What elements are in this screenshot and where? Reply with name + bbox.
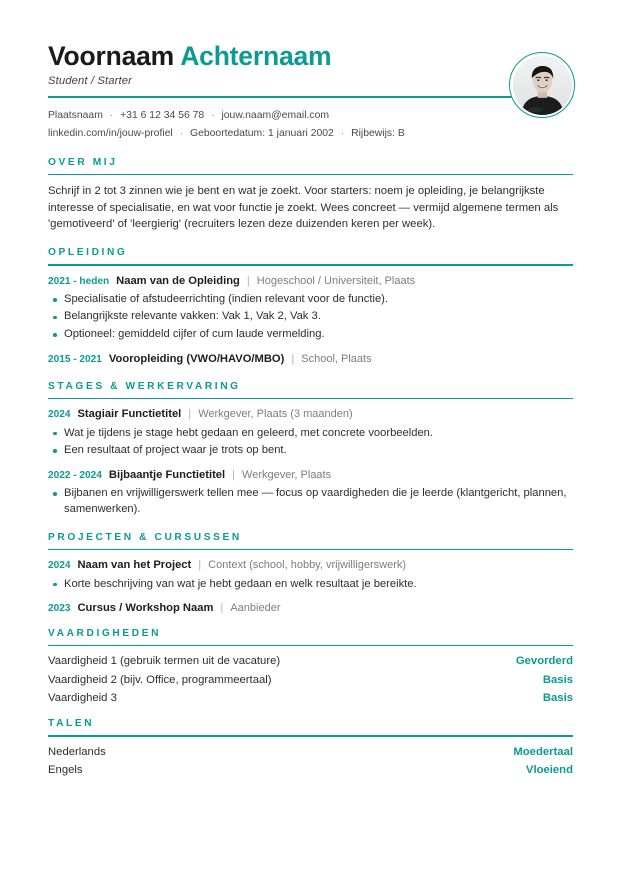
table-row bbox=[48, 689, 573, 707]
section-divider bbox=[48, 264, 573, 266]
cv-entry-date: 2015 - 2021 bbox=[48, 353, 102, 365]
contact-block bbox=[48, 107, 573, 143]
section-divider bbox=[48, 645, 573, 647]
cv-entry-meta: Werkgever, Plaats bbox=[242, 468, 332, 481]
contact-row-1 bbox=[48, 107, 573, 125]
first-name: Voornaam bbox=[48, 41, 175, 71]
cv-entry-head bbox=[48, 352, 573, 367]
separator-dot: · bbox=[211, 109, 215, 121]
section-title-education: OPLEIDING bbox=[48, 247, 128, 259]
skills-rows bbox=[48, 652, 573, 707]
section-languages bbox=[48, 718, 573, 779]
table-row bbox=[48, 761, 573, 779]
cv-entry-date: 2022 - 2024 bbox=[48, 469, 102, 481]
contact-birthdate: Geboortedatum: 1 januari 2002 bbox=[190, 127, 334, 139]
section-divider bbox=[48, 398, 573, 400]
contact-license: Rijbewijs: B bbox=[351, 127, 405, 139]
languages-rows bbox=[48, 743, 573, 780]
cv-entry-meta: School, Plaats bbox=[301, 352, 372, 365]
section-title-experience: STAGES & WERKERVARING bbox=[48, 380, 241, 392]
row-value: Vloeiend bbox=[525, 764, 573, 777]
cv-entry-separator: | bbox=[198, 559, 202, 572]
cv-entry bbox=[48, 274, 573, 343]
cv-entry bbox=[48, 407, 573, 458]
section-divider bbox=[48, 735, 573, 737]
section-education bbox=[48, 247, 573, 367]
row-label: Vaardigheid 1 (gebruik termen uit de vacature) bbox=[48, 655, 281, 668]
separator-dot: · bbox=[109, 109, 114, 121]
row-value: Basis bbox=[542, 691, 573, 704]
contact-email[interactable]: jouw.naam@email.com bbox=[221, 109, 330, 121]
cv-entry bbox=[48, 601, 573, 616]
experience-entries bbox=[48, 407, 573, 517]
cv-entry bbox=[48, 468, 573, 518]
list-item: Optioneel: gemiddeld cijfer of cum laude vermelding. bbox=[48, 327, 573, 343]
row-label: Vaardigheid 2 (bijv. Office, programmeertaal) bbox=[48, 673, 272, 686]
row-label: Engels bbox=[48, 764, 83, 777]
contact-city: Plaatsnaam bbox=[48, 109, 103, 121]
section-skills bbox=[48, 628, 573, 708]
row-value: Basis bbox=[542, 673, 573, 686]
list-item: Korte beschrijving van wat je hebt gedaan en welk resultaat je bereikte. bbox=[48, 577, 573, 593]
cv-entry-separator: | bbox=[188, 408, 192, 421]
cv-entry bbox=[48, 352, 573, 367]
section-projects bbox=[48, 532, 573, 617]
last-name: Achternaam bbox=[180, 41, 332, 71]
cv-entry-separator: | bbox=[232, 468, 236, 481]
cv-entry bbox=[48, 558, 573, 592]
row-value: Gevorderd bbox=[515, 655, 573, 668]
cv-entry-role: Bijbaantje Functietitel bbox=[108, 468, 226, 481]
cv-entry-bullets bbox=[48, 292, 573, 343]
cv-entry-bullets bbox=[48, 486, 573, 518]
section-divider bbox=[48, 549, 573, 551]
cv-entry-role: Vooropleiding (VWO/HAVO/MBO) bbox=[108, 352, 285, 365]
cv-entry-bullets bbox=[48, 426, 573, 459]
section-title-about: OVER MIJ bbox=[48, 156, 118, 168]
cv-entry-role: Naam van het Project bbox=[77, 559, 192, 572]
cv-entry-role: Stagiair Functietitel bbox=[77, 408, 182, 421]
cv-header bbox=[48, 0, 573, 143]
contact-row-2 bbox=[48, 125, 573, 143]
cv-entry-meta: Context (school, hobby, vrijwilligerswerk) bbox=[208, 559, 407, 572]
cv-entry-date: 2024 bbox=[48, 560, 71, 572]
header-subtitle: Student / Starter bbox=[48, 75, 132, 88]
contact-linkedin[interactable]: linkedin.com/in/jouw-profiel bbox=[48, 127, 173, 139]
cv-entry-role: Cursus / Workshop Naam bbox=[77, 602, 214, 615]
cv-entry-separator: | bbox=[246, 274, 250, 287]
header-divider bbox=[48, 96, 573, 98]
row-label: Vaardigheid 3 bbox=[48, 691, 117, 704]
cv-entry-head bbox=[48, 407, 573, 422]
cv-entry-meta: Aanbieder bbox=[230, 602, 281, 615]
table-row bbox=[48, 671, 573, 689]
cv-entry-separator: | bbox=[291, 352, 295, 365]
cv-entry-meta: Werkgever, Plaats (3 maanden) bbox=[198, 408, 353, 421]
cv-entry-date: 2021 - heden bbox=[48, 275, 110, 287]
cv-entry-head bbox=[48, 274, 573, 289]
cv-entry-head bbox=[48, 601, 573, 616]
avatar-photo bbox=[513, 56, 572, 115]
cv-entry-role: Naam van de Opleiding bbox=[116, 274, 240, 287]
list-item: Een resultaat of project waar je trots op bent. bbox=[48, 443, 573, 459]
separator-dot: · bbox=[340, 127, 345, 139]
about-body: Schrijf in 2 tot 3 zinnen wie je bent en wat je zoekt. Voor starters: noem je opleiding, je belangrijkste interesse of specialisatie, en wat voor functie je zoekt. Wees concreet — vermijd algemene termen als 'gemotiveerd' of 'leergierig' (recruiters lezen deze duizenden keren per week). bbox=[48, 185, 559, 231]
separator-dot: · bbox=[179, 127, 184, 139]
contact-phone[interactable]: +31 6 12 34 56 78 bbox=[120, 109, 205, 121]
page-title bbox=[48, 42, 573, 71]
row-value: Moedertaal bbox=[513, 745, 573, 758]
section-experience bbox=[48, 381, 573, 518]
row-label: Nederlands bbox=[48, 745, 106, 758]
section-title-projects: PROJECTEN & CURSUSSEN bbox=[48, 531, 242, 543]
education-entries bbox=[48, 274, 573, 367]
cv-entry-bullets bbox=[48, 577, 573, 593]
cv-entry-date: 2023 bbox=[48, 603, 71, 615]
cv-entry-meta: Hogeschool / Universiteit, Plaats bbox=[256, 274, 416, 287]
cv-entry-separator: | bbox=[220, 602, 224, 615]
list-item: Specialisatie of afstudeerrichting (indien relevant voor de functie). bbox=[48, 292, 573, 308]
list-item: Bijbanen en vrijwilligerswerk tellen mee — focus op vaardigheden die je leerde (klantgericht, plannen, samenwerken). bbox=[48, 486, 573, 518]
cv-entry-date: 2024 bbox=[48, 409, 71, 421]
projects-entries bbox=[48, 558, 573, 616]
section-title-languages: TALEN bbox=[48, 718, 95, 730]
cv-entry-head bbox=[48, 468, 573, 483]
table-row bbox=[48, 743, 573, 761]
list-item: Wat je tijdens je stage hebt gedaan en geleerd, met concrete voorbeelden. bbox=[48, 426, 573, 442]
section-title-skills: VAARDIGHEDEN bbox=[48, 627, 162, 639]
section-about bbox=[48, 157, 573, 234]
table-row bbox=[48, 652, 573, 670]
cv-entry-head bbox=[48, 558, 573, 573]
list-item: Belangrijkste relevante vakken: Vak 1, Vak 2, Vak 3. bbox=[48, 309, 573, 325]
section-divider bbox=[48, 174, 573, 176]
